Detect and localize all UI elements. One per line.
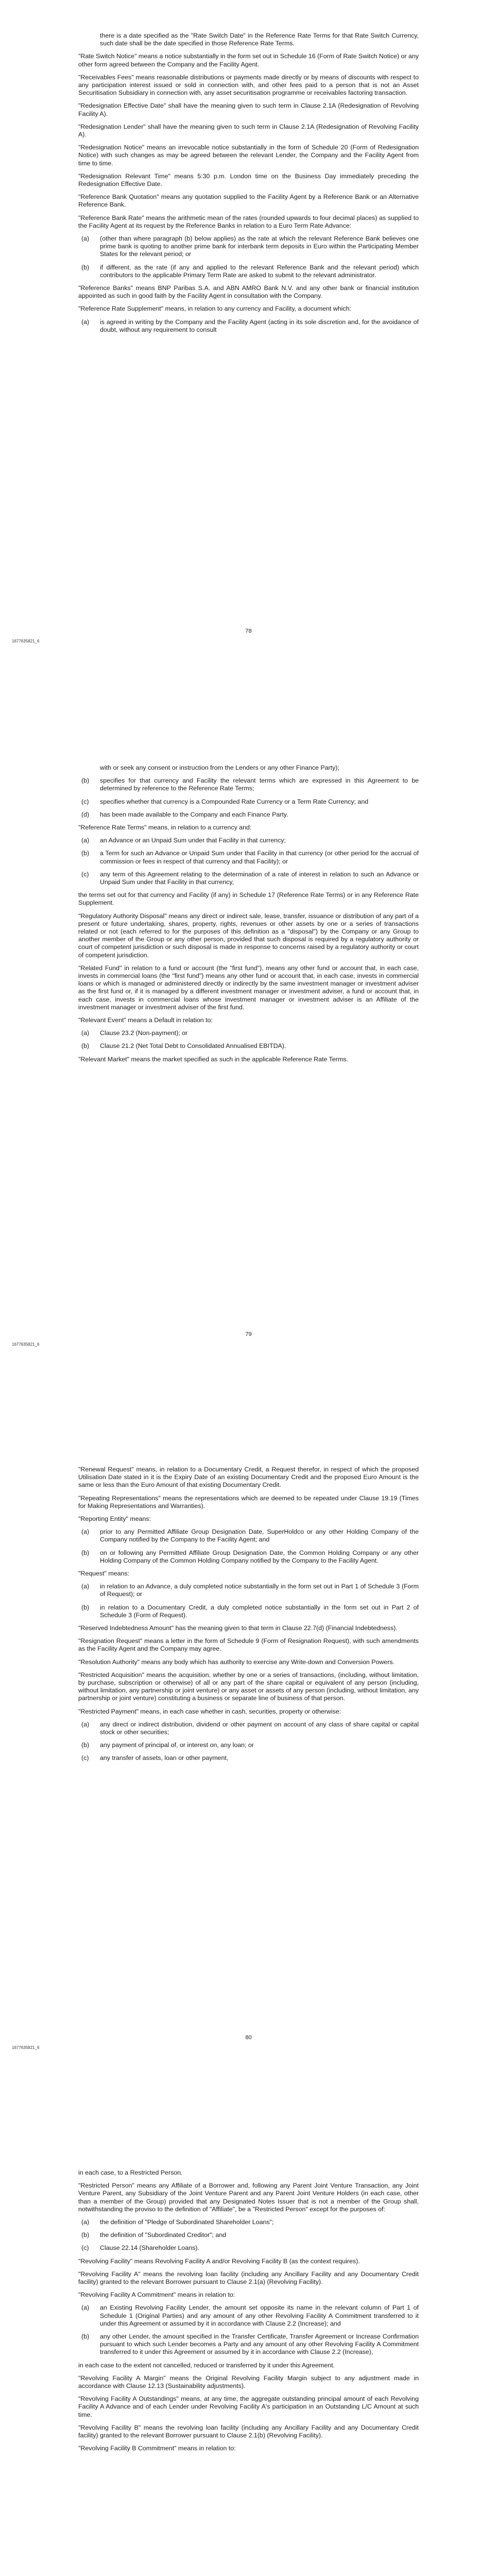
list-item-label: (a)	[81, 2218, 90, 2226]
list-item	[78, 871, 419, 886]
list-item-text: any direct or indirect distribution, dividend or other payment on account of any class of share capital or capital stock or other securities;	[100, 1720, 419, 1736]
definition-revolving-facility: "Revolving Facility" means Revolving Facility A and/or Revolving Facility B (as the context requires).	[78, 2257, 360, 2265]
definition-restricted-acquisition: "Restricted Acquisition" means the acquisition, whether by one or a series of transactions, (including, without limitation, by purchase, subscription or otherwise) of all or any part of the share capital or equivalent of any person (including, without limitation, any partnership or joint venture) or any asset or assets of any person (including, without limitation, any partnership or joint venture) constituting a business or separate line of business of that person.	[78, 1671, 419, 1702]
list-item-label: (a)	[81, 837, 90, 844]
item-continuation: there is a date specified as the "Rate Switch Date" in the Reference Rate Terms for that Rate Switch Currency, such date shall be the date specified in those Reference Rate Terms.	[100, 32, 419, 47]
definition-revolving-facility-a-commitment: "Revolving Facility A Commitment" means in relation to:	[78, 2291, 235, 2299]
definition-relevant-market: "Relevant Market" means the market specified as such in the applicable Reference Rate Terms.	[78, 1055, 348, 1063]
definition-redesignation-notice: "Redesignation Notice" means an irrevocable notice substantially in the form of Schedule 20 (Form of Redesignation Notice) with such changes as may be agreed between the relevant Lender, the Company and the Facility Agent from time to time.	[78, 144, 419, 167]
list-item-text: any transfer of assets, loan or other payment,	[100, 1754, 229, 1762]
page-79	[0, 703, 497, 1406]
list-item-label: (a)	[81, 1528, 90, 1536]
list-item-text: the definition of "Pledge of Subordinated Shareholder Loans";	[100, 2218, 274, 2226]
list-item-label: (d)	[81, 810, 90, 818]
list-item-label: (b)	[81, 2231, 90, 2239]
page-body	[78, 2169, 419, 2458]
list-item	[78, 235, 419, 259]
definition-resignation-request: "Resignation Request" means a letter in the form of Schedule 9 (Form of Resignation Request), with such amendments as the Facility Agent and the Company may agree.	[78, 1637, 419, 1653]
list-item-label: (a)	[81, 1029, 90, 1037]
list-item-text: a Term for such an Advance or Unpaid Sum under that Facility in that currency (or other period for the accrual of commission or fees in respect of that currency and that Facility); or	[100, 850, 419, 865]
definition-repeating-representations: "Repeating Representations" means the representations which are deemed to be repeated under Clause 19.19 (Times for Making Representations and Warranties).	[78, 1494, 419, 1510]
list-item-text: any other Lender, the amount specified in the Transfer Certificate, Transfer Agreement or Increase Confirmation pursuant to which such Lender becomes a Party and any amount of any other Revolving Facility A Commitment transferred to it under this Agreement or assumed by it in accordance with Clause 2.2 (Increase),	[100, 2333, 419, 2356]
list-item-label: (c)	[81, 798, 89, 805]
page-body	[78, 764, 419, 1069]
definition-redesignation-effective-date: "Redesignation Effective Date" shall have the meaning given to such term in Clause 2.1A (Redesignation of Revolving Facility A).	[78, 102, 419, 117]
definition-redesignation-lender: "Redesignation Lender" shall have the meaning given to such term in Clause 2.1A (Redesignation of Revolving Facility A).	[78, 123, 419, 139]
list-item-label: (b)	[81, 1549, 90, 1556]
page-body	[78, 1466, 419, 1768]
paragraph: in each case to the extent not cancelled, reduced or transferred by it under this Agreement.	[78, 2361, 335, 2369]
page-body	[78, 32, 419, 339]
definition-revolving-facility-b-commitment: "Revolving Facility B Commitment" means in relation to:	[78, 2445, 236, 2452]
definition-receivables-fees: "Receivables Fees" means reasonable distributions or payments made directly or by means of discounts with respect to any participation interest issued or sold in connection with, and other fees paid to a person that is not an Asset Securitisation Subsidiary in connection with, any asset securitisation programme or receivables factoring transaction.	[78, 73, 419, 97]
list-item-text: an Existing Revolving Facility Lender, the amount set opposite its name in the relevant column of Part 1 of Schedule 1 (Original Parties) and any amount of any other Revolving Facility A Commitment transferred to it under this Agreement or assumed by it in accordance with Clause 2.2 (Increase); and	[100, 2304, 419, 2327]
list-item	[78, 2231, 419, 2239]
list-item	[78, 2304, 419, 2328]
list-item-label: (b)	[81, 263, 90, 271]
list-item-text: any payment of principal of, or interest on, any loan; or	[100, 1741, 254, 1749]
list-item-text: specifies whether that currency is a Compounded Rate Currency or a Term Rate Currency; and	[100, 798, 369, 805]
list-item-text: prior to any Permitted Affiliate Group Designation Date, SuperHoldco or any other Holding Company of the Company notified by the Company to the Facility Agent; and	[100, 1528, 419, 1544]
list-item-text: Clause 22.14 (Shareholder Loans).	[100, 2244, 199, 2252]
item-continuation: with or seek any consent or instruction from the Lenders or any other Finance Party);	[100, 764, 339, 771]
page-number: 79	[245, 1331, 252, 1337]
list-item-text: is agreed in writing by the Company and the Facility Agent (acting in its sole discretion and, for the avoidance of doubt, without any requirement to consult	[100, 318, 419, 333]
list-item-label: (a)	[81, 2304, 90, 2312]
list-item-label: (b)	[81, 777, 90, 785]
document-reference: 1677635821_6	[12, 1342, 40, 1347]
definition-request: "Request" means:	[78, 1570, 130, 1578]
list-item	[78, 1754, 419, 1762]
definition-reserved-indebtedness-amount: "Reserved Indebtedness Amount" has the meaning given to that term in Clause 22.7(d) (Financial Indebtedness).	[78, 1624, 398, 1632]
page-78	[0, 0, 497, 703]
list-item	[78, 318, 419, 334]
list-item-text: in relation to an Advance, a duly completed notice substantially in the form set out in Part 1 of Schedule 3 (Form of Request); or	[100, 1583, 419, 1598]
list-item-label: (b)	[81, 1741, 90, 1749]
definition-reference-rate-supplement: "Reference Rate Supplement" means, in relation to any currency and Facility, a document which:	[78, 305, 351, 313]
list-item	[78, 1528, 419, 1544]
list-item	[78, 837, 419, 844]
page-number: 78	[245, 628, 252, 634]
definition-regulatory-authority-disposal: "Regulatory Authority Disposal" means any direct or indirect sale, lease, transfer, issuance or distribution of any part of a present or future undertaking, shares, property, rights, revenues or other assets by one or a series of transactions related or not (each referred to for the purposes of this definition as a "disposal") by the Company or any Group to another member of the Group or any other person, provided that such disposal is required by a regulatory authority or court of competent jurisdiction or such disposal is made in response to concerns raised by a regulatory authority or court of competent jurisdiction.	[78, 912, 419, 959]
definition-revolving-facility-a-margin: "Revolving Facility A Margin" means the Original Revolving Facility Margin subject to any adjustment made in accordance with Clause 12.13 (Sustainability adjustments).	[78, 2374, 419, 2390]
list-item-text: any term of this Agreement relating to the determination of a rate of interest in relation to such an Advance or Unpaid Sum under that Facility in that currency,	[100, 870, 419, 886]
page-81	[0, 2110, 497, 2576]
list-item	[78, 1042, 419, 1050]
definition-redesignation-relevant-time: "Redesignation Relevant Time" means 5:30 p.m. London time on the Business Day immediately preceding the Redesignation Effective Date.	[78, 172, 419, 188]
list-item-label: (a)	[81, 1583, 90, 1590]
list-item-text: in relation to a Documentary Credit, a duly completed notice substantially in the form set out in Part 2 of Schedule 3 (Form of Request).	[100, 1603, 419, 1619]
list-item-label: (c)	[81, 870, 89, 878]
list-item	[78, 2333, 419, 2357]
list-item-text: the definition of "Subordinated Creditor"; and	[100, 2231, 227, 2239]
document-reference: 1677635821_6	[12, 639, 40, 643]
definition-revolving-facility-b: "Revolving Facility B" means the revolving loan facility (including any Ancillary Facility and any Documentary Credit facility) granted to the relevant Borrower pursuant to Clause 2.1(b) (Revolving Facility).	[78, 2424, 419, 2439]
definition-reference-bank-quotation: "Reference Bank Quotation" means any quotation supplied to the Facility Agent by a Reference Bank or an Alternative Reference Bank.	[78, 193, 419, 209]
list-item-text: on or following any Permitted Affiliate Group Designation Date, the Common Holding Company or any other Holding Company of the Common Holding Company notified by the Company to the Facility Agent.	[100, 1549, 419, 1564]
list-item	[78, 1029, 419, 1037]
list-item	[78, 2218, 419, 2226]
list-item-text: if different, as the rate (if any and applied to the relevant Reference Bank and the relevant period) which contributors to the applicable Primary Term Rate are asked to submit to the relevant administrator.	[100, 263, 419, 279]
definition-reference-rate-terms: "Reference Rate Terms" means, in relation to a currency and:	[78, 824, 252, 832]
paragraph: the terms set out for that currency and Facility (if any) in Schedule 17 (Reference Rate Terms) or in any Reference Rate Supplement.	[78, 891, 419, 907]
page-number: 80	[245, 2035, 252, 2041]
list-item-text: Clause 21.2 (Net Total Debt to Consolidated Annualised EBITDA).	[100, 1042, 286, 1050]
list-item-label: (b)	[81, 1603, 90, 1611]
definition-reference-bank-rate: "Reference Bank Rate" means the arithmetic mean of the rates (rounded upwards to four decimal places) as supplied to the Facility Agent at its request by the Reference Banks in relation to a Euro Term Rate Advance:	[78, 214, 419, 229]
document-reference: 1677635821_6	[12, 2045, 40, 2050]
page-80	[0, 1406, 497, 2110]
list-item	[78, 811, 419, 819]
definition-restricted-person: "Restricted Person" means any Affiliate of a Borrower and, following any Parent Joint Venture Transaction, any Joint Venture Parent, any Subsidiary of the Joint Venture Parent and any Parent Joint Venture Holders (in each case, other than a member of the Group) provided that any Designated Notes Issuer that is not a member of the Group shall, notwithstanding the proviso to the definition of "Affiliate", be a "Restricted Person" except for the purposes of:	[78, 2182, 419, 2213]
list-item-label: (a)	[81, 235, 90, 243]
definition-renewal-request: "Renewal Request" means, in relation to a Documentary Credit, a Request therefor, in respect of which the proposed Utilisation Date stated in it is the Expiry Date of an existing Documentary Credit and the proposed Euro Amount is the same or less than the Euro Amount of that existing Documentary Credit.	[78, 1466, 419, 1489]
list-item-label: (b)	[81, 2333, 90, 2341]
list-item-text: specifies for that currency and Facility the relevant terms which are expressed in this Agreement to be determined by reference to the Reference Rate Terms;	[100, 777, 419, 792]
definition-revolving-facility-a: "Revolving Facility A" means the revolving loan facility (including any Ancillary Facility and any Documentary Credit facility) granted to the relevant Borrower pursuant to Clause 2.1(a) (Revolving Facility).	[78, 2270, 419, 2286]
list-item	[78, 2244, 419, 2252]
definition-reference-banks: "Reference Banks" means BNP Paribas S.A. and ABN AMRO Bank N.V. and any other bank or financial institution appointed as such in good faith by the Facility Agent in consultation with the Company.	[78, 284, 419, 300]
paragraph: in each case, to a Restricted Person.	[78, 2169, 183, 2176]
list-item-text: an Advance or an Unpaid Sum under that Facility in that currency;	[100, 837, 286, 844]
definition-related-fund: "Related Fund" in relation to a fund or account (the "first fund"), means any other fund or account that, in each case, invests in commercial loans (the "first fund") means any other fund or account that, in each case, invests in commercial loans or which is managed or administered directly or indirectly by the same investment manager or investment adviser as the first fund or, if it is managed by a different investment manager or investment adviser, a fund or account that, in each case, invests in commercial loans whose investment manager or investment adviser is an Affiliate of the investment manager or investment adviser of the first fund.	[78, 964, 419, 1011]
definition-restricted-payment: "Restricted Payment" means, in each case whether in cash, securities, property or otherwise:	[78, 1707, 341, 1715]
definition-reporting-entity: "Reporting Entity" means:	[78, 1515, 151, 1523]
list-item	[78, 264, 419, 279]
list-item-label: (c)	[81, 2244, 89, 2252]
definition-rate-switch-notice: "Rate Switch Notice" means a notice substantially in the form set out in Schedule 16 (Form of Rate Switch Notice) or any other form agreed between the Company and the Facility Agent.	[78, 53, 419, 68]
list-item-label: (a)	[81, 318, 90, 326]
list-item	[78, 777, 419, 792]
list-item-label: (a)	[81, 1720, 90, 1728]
list-item-text: Clause 23.2 (Non-payment); or	[100, 1029, 188, 1037]
list-item	[78, 1583, 419, 1598]
definition-relevant-event: "Relevant Event" means a Default in relation to:	[78, 1016, 213, 1024]
list-item	[78, 1604, 419, 1619]
list-item	[78, 798, 419, 806]
list-item	[78, 1549, 419, 1565]
list-item-label: (b)	[81, 1042, 90, 1050]
definition-revolving-facility-a-outstandings: "Revolving Facility A Outstandings" means, at any time, the aggregate outstanding principal amount of each Revolving Facility A Advance and of each Lender under Revolving Facility A's participation in an Outstanding L/C Amount at such time.	[78, 2395, 419, 2418]
list-item-text: (other than where paragraph (b) below applies) as the rate at which the relevant Reference Bank believes one prime bank is quoting to another prime bank for interbank term deposits in Euro within the Participating Member States for the relevant period; or	[100, 235, 419, 258]
list-item	[78, 850, 419, 865]
list-item-label: (b)	[81, 850, 90, 857]
list-item-label: (c)	[81, 1754, 89, 1762]
list-item	[78, 1741, 419, 1749]
definition-resolution-authority: "Resolution Authority" means any body which has authority to exercise any Write-down and Conversion Powers.	[78, 1658, 395, 1666]
list-item-text: has been made available to the Company and each Finance Party.	[100, 810, 288, 818]
list-item	[78, 1721, 419, 1736]
